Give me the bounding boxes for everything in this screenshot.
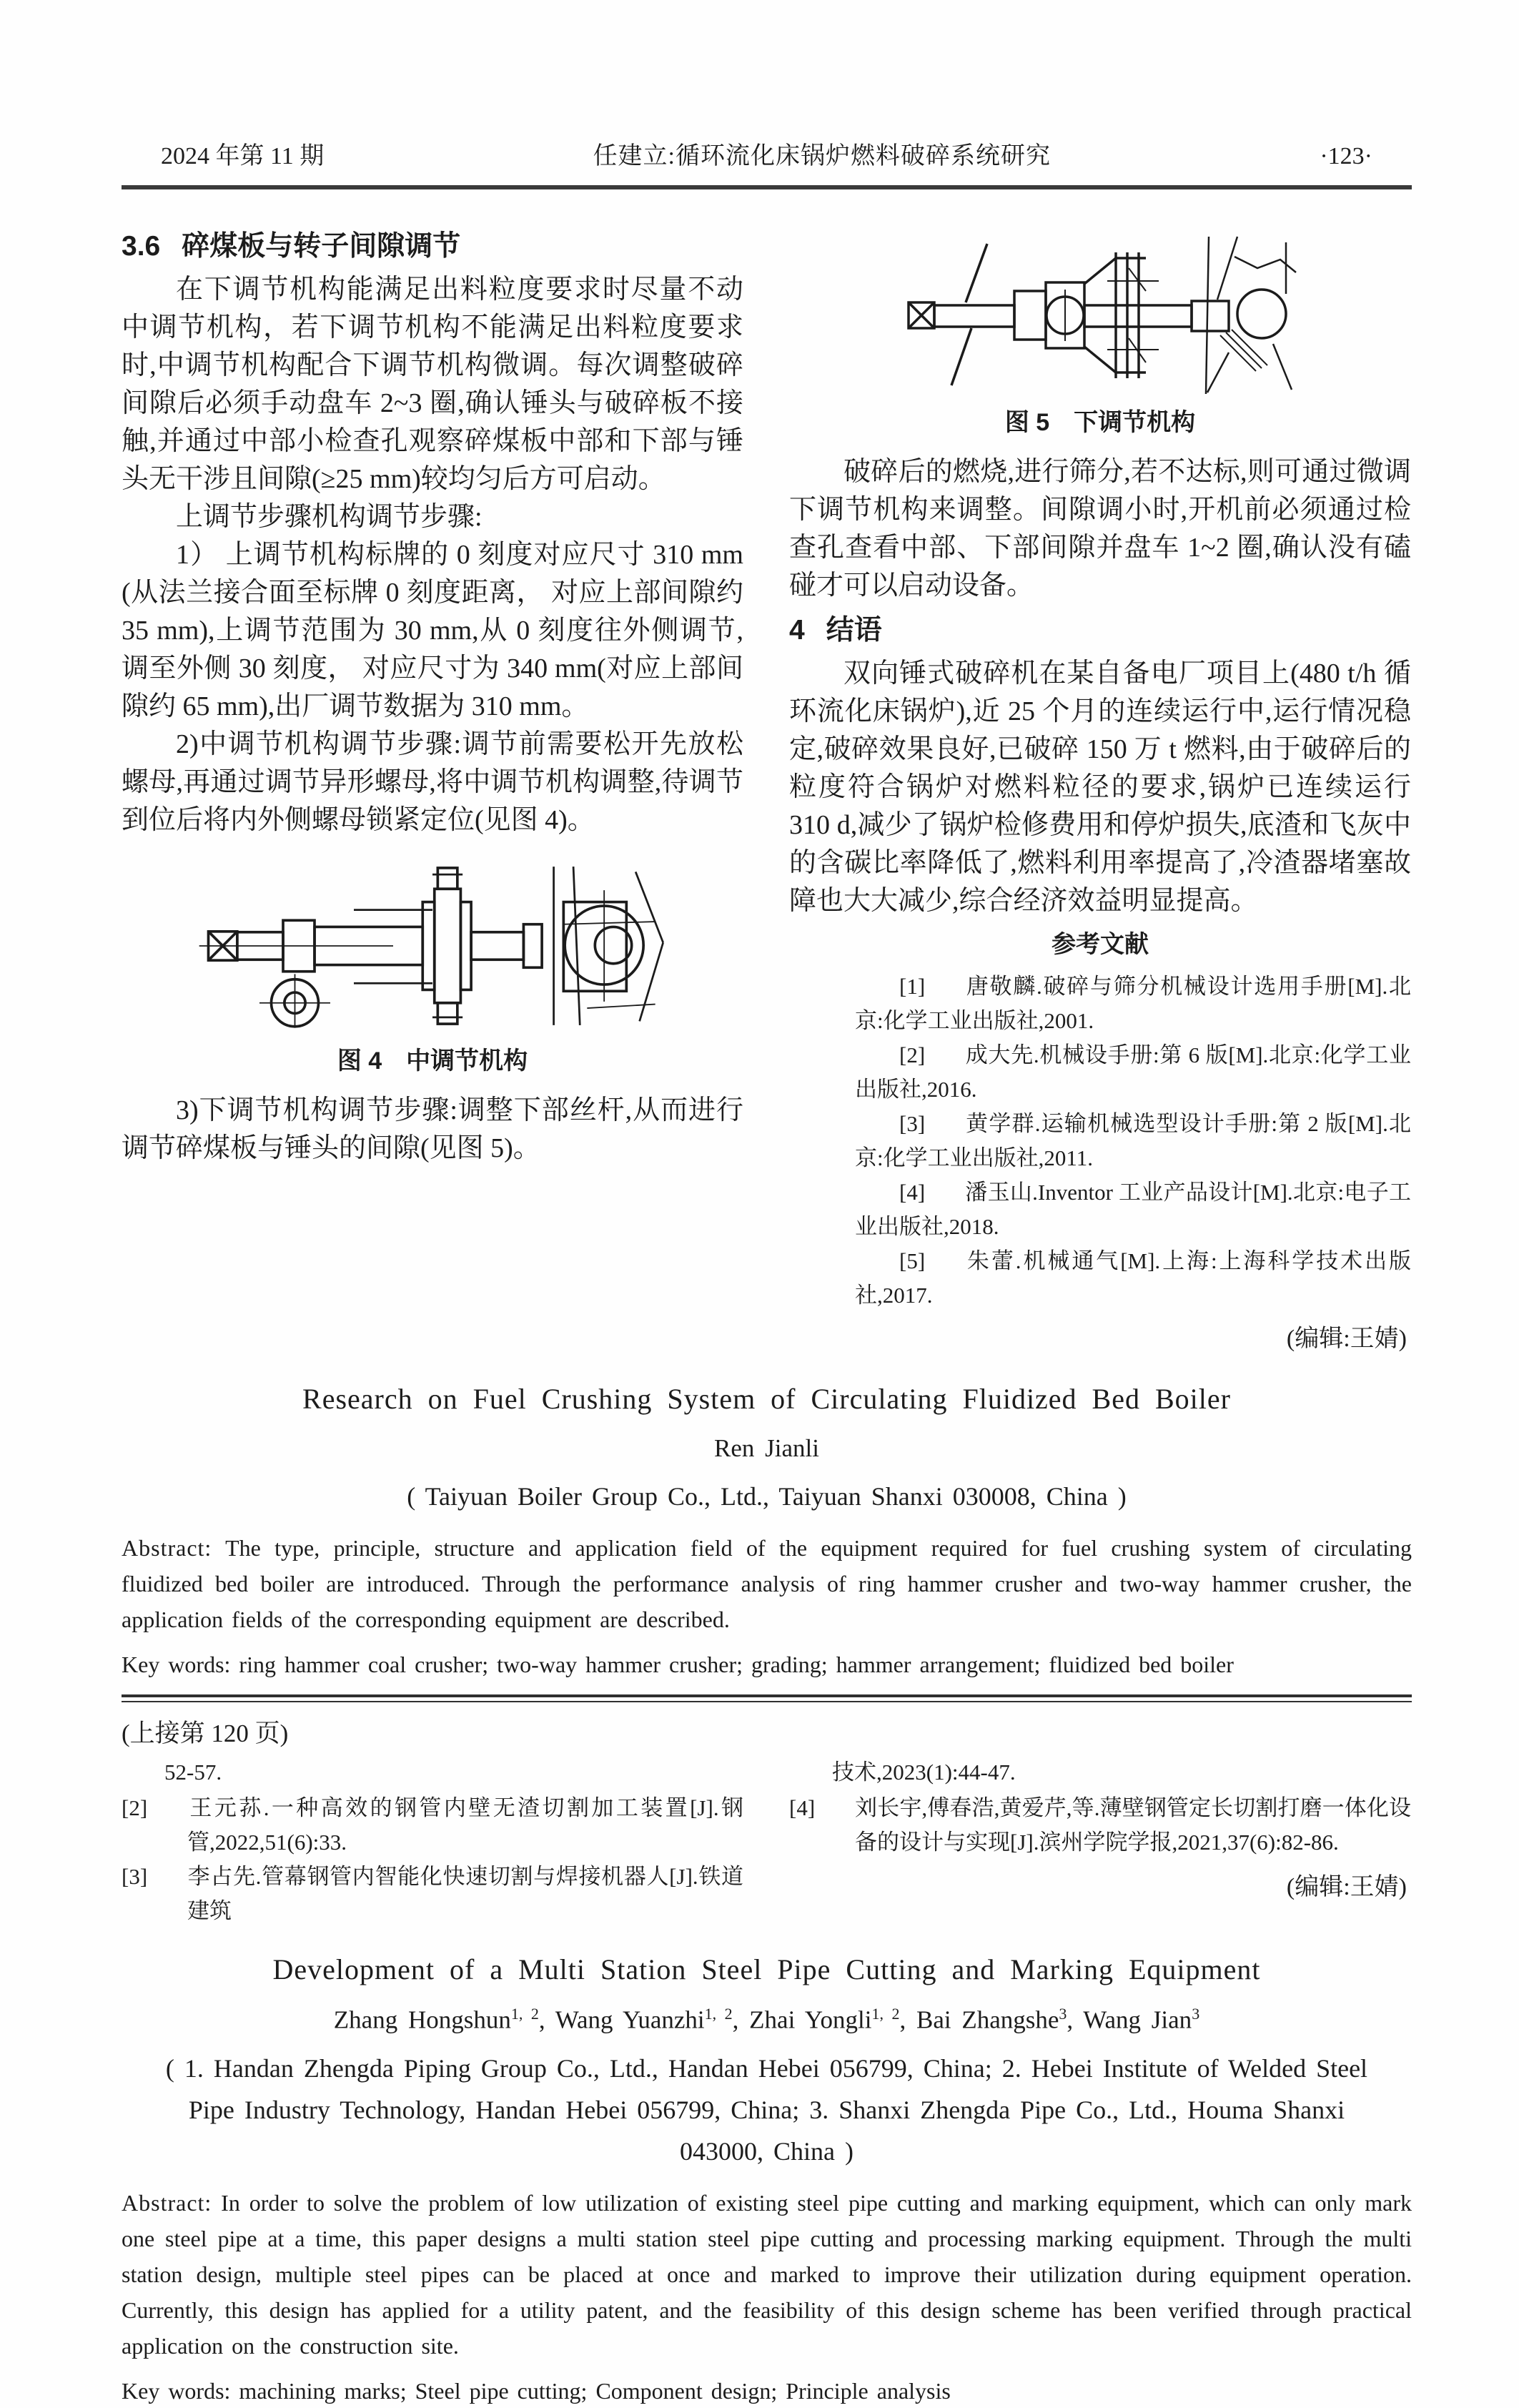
paper1-affiliation: ( Taiyuan Boiler Group Co., Ltd., Taiyuan Shanxi 030008, China ) [407, 1482, 1127, 1511]
reference-text: 潘玉山.Inventor 工业产品设计[M].北京:电子工业出版社,2018. [855, 1180, 1411, 1239]
author-name: Zhai Yongli [749, 2005, 872, 2034]
reference-text: 王元荪.一种高效的钢管内壁无渣切割加工装置[J].钢管,2022,51(6):33. [187, 1795, 743, 1855]
paragraph: 上调节步骤机构调节步骤: [176, 502, 483, 532]
continued-left-column [122, 1755, 743, 1928]
paper2-title: Development of a Multi Station Steel Pipe Cutting and Marking Equipment [272, 1953, 1261, 1985]
paper1-title: Research on Fuel Crushing System of Circulating Fluidized Bed Boiler [302, 1383, 1231, 1415]
editor-note: (编辑:王婧) [1286, 1326, 1407, 1352]
continued-right-column [789, 1755, 1411, 1928]
header-issue: 2024 年第 11 期 [161, 143, 325, 169]
right-column [789, 227, 1411, 1358]
paragraph: 2)中调节机构调节步骤:调节前需要松开先放松螺母,再通过调节异形螺母,将中调节机构调整,待调节到位后将内外侧螺母锁紧定位(见图 4)。 [122, 729, 743, 835]
reference-item [789, 969, 1411, 1038]
author-superscript: 1, 2 [704, 2005, 733, 2023]
section-number: 4 [789, 615, 805, 646]
reference-item [789, 1107, 1411, 1175]
editor-note: (编辑:王婧) [1286, 1874, 1407, 1900]
header-rule [122, 185, 1412, 189]
figure-5 [789, 231, 1411, 442]
section-heading-4 [789, 611, 1411, 651]
reference-text: 黄学群.运输机械选型设计手册:第 2 版[M].北京:化学工业出版社,2011. [855, 1111, 1411, 1170]
reference-tag: [4] [899, 1180, 926, 1205]
figure-4-drawing [197, 857, 668, 1035]
abstract-label: Abstract: [122, 1535, 212, 1561]
abstract-label: Abstract: [122, 2189, 212, 2216]
figure-4-caption: 图 4 中调节机构 [337, 1047, 528, 1075]
paper1-author: Ren Jianli [714, 1434, 819, 1462]
reference-tag: [4] [789, 1795, 816, 1820]
paper2-abstract [122, 2185, 1412, 2364]
section-number: 3.6 [122, 231, 161, 262]
reference-item [789, 1038, 1411, 1107]
reference-tag: [3] [899, 1111, 926, 1136]
author-separator: , [1067, 2005, 1084, 2034]
paper2-english-block [122, 1953, 1412, 2408]
figure-5-drawing [893, 231, 1307, 397]
author-name: Wang Yuanzhi [555, 2005, 705, 2034]
keywords-label: Key words: [122, 2377, 231, 2404]
two-column-body [122, 227, 1412, 1358]
reference-tag: [2] [122, 1795, 148, 1820]
abstract-text: In order to solve the problem of low utilization of existing steel pipe cutting and marking equipment, which can only mark one steel pipe at a time, this paper designs a multi station steel pipe cutting and processing marking equipment. Through the multi station design, multiple steel pipes can be placed at once and marked to improve their utilization during equipment operation. Currently, this design has applied for a utility patent, and the feasibility of this design scheme has been verified through practical application on the construction site. [122, 2189, 1412, 2359]
continued-section [122, 1714, 1412, 1928]
paragraph: 双向锤式破碎机在某自备电厂项目上(480 t/h 循环流化床锅炉),近 25 个月的连续运行中,运行情况稳定,破碎效果良好,已破碎 150 万 t 燃料,由于破碎后的粒度符合锅炉对燃料粒径的要求,锅炉已连续运行 310 d,减少了锅炉检修费用和停炉损失,底渣和飞灰中的含碳比率降低了,燃料利用率提高了,冷渣器堵塞故障也大大减少,综合经济效益明显提高。 [789, 658, 1411, 916]
author-separator: , [732, 2005, 750, 2034]
reference-text: 成大先.机械设手册:第 6 版[M].北京:化学工业出版社,2016. [855, 1042, 1411, 1102]
reference-tag: [2] [899, 1042, 926, 1067]
section-heading-3-6 [122, 227, 743, 267]
reference-item [122, 1791, 743, 1860]
figure-5-caption: 图 5 下调节机构 [1004, 409, 1196, 436]
paper2-affiliation: ( 1. Handan Zhengda Piping Group Co., Ltd., Handan Hebei 056799, China; 2. Hebei Institute of Welded Steel Pipe Industry Technology, Handan Hebei 056799, China; 3. Shanxi Zhengda Pipe Co., Ltd., Houma Shanxi 043000, China ) [165, 2053, 1368, 2166]
keywords-text: machining marks; Steel pipe cutting; Component design; Principle analysis [239, 2377, 951, 2404]
paper2-keywords [122, 2374, 1412, 2408]
reference-text: 李占先.管幕钢管内智能化快速切割与焊接机器人[J].铁道建筑 [187, 1864, 743, 1923]
paragraph: 在下调节机构能满足出料粒度要求时尽量不动中调节机构，若下调节机构不能满足出料粒度要求时,中调节机构配合下调节机构微调。每次调整破碎间隙后必须手动盘车 2~3 圈,确认锤头与破碎板不接触,并通过中部小检查孔观察碎煤板中部和下部与锤头无干涉且间隙(≥25 mm)较均匀后方可启动。 [122, 275, 743, 494]
author-superscript: 3 [1059, 2005, 1067, 2023]
keywords-label: Key words: [122, 1652, 231, 1677]
separator-rule [122, 1694, 1412, 1702]
reference-item [122, 1860, 743, 1928]
author-separator: , [899, 2005, 916, 2034]
author-name: Zhang Hongshun [333, 2005, 511, 2034]
author-superscript: 1, 2 [510, 2005, 539, 2023]
author-name: Wang Jian [1083, 2005, 1192, 2034]
continued-text: 技术,2023(1):44-47. [832, 1760, 1016, 1785]
keywords-text: ring hammer coal crusher; two-way hammer crusher; grading; hammer arrangement; fluidized bed boiler [239, 1652, 1234, 1677]
reference-tag: [5] [899, 1248, 926, 1273]
continued-text: 52-57. [164, 1760, 222, 1785]
author-separator: , [538, 2005, 555, 2034]
reference-text: 朱蕾.机械通气[M].上海:上海科学技术出版社,2017. [855, 1248, 1411, 1308]
paper1-abstract [122, 1530, 1412, 1637]
reference-text: 刘长宇,傅春浩,黄爱芹,等.薄壁钢管定长切割打磨一体化设备的设计与实现[J].滨州学院学报,2021,37(6):82-86. [855, 1795, 1411, 1855]
references-heading: 参考文献 [1052, 931, 1149, 958]
paragraph: 破碎后的燃烧,进行筛分,若不达标,则可通过微调下调节机构来调整。间隙调小时,开机前必须通过检查孔查看中部、下部间隙并盘车 1~2 圈,确认没有磕碰才可以启动设备。 [789, 457, 1411, 601]
reference-item [789, 1244, 1411, 1313]
page-header [122, 136, 1412, 171]
header-page-number: ·123· [1320, 143, 1372, 169]
left-column [122, 227, 743, 1358]
continued-columns [122, 1755, 1412, 1928]
paragraph: 3)下调节机构调节步骤:调整下部丝杆,从而进行调节碎煤板与锤头的间隙(见图 5)。 [122, 1095, 743, 1163]
author-superscript: 1, 2 [871, 2005, 900, 2023]
section-title: 结语 [826, 615, 882, 646]
paper1-keywords [122, 1647, 1412, 1682]
reference-item [789, 1791, 1411, 1860]
author-superscript: 3 [1192, 2005, 1200, 2023]
reference-tag: [1] [899, 974, 926, 999]
reference-tag: [3] [122, 1864, 148, 1889]
continued-note: (上接第 120 页) [122, 1719, 289, 1747]
reference-text: 唐敬麟.破碎与筛分机械设计选用手册[M].北京:化学工业出版社,2001. [855, 974, 1411, 1033]
paragraph: 1） 上调节机构标牌的 0 刻度对应尺寸 310 mm (从法兰接合面至标牌 0 刻度距离， 对应上部间隙约 35 mm),上调节范围为 30 mm,从 0 刻度往外侧调节,调至外侧 30 刻度， 对应尺寸为 340 mm(对应上部间隙约 65 mm),出厂调节数据为 310 mm。 [122, 540, 743, 721]
figure-4 [122, 857, 743, 1080]
reference-item [789, 1175, 1411, 1244]
section-title: 碎煤板与转子间隙调节 [182, 231, 461, 262]
paper2-authors [122, 2005, 1412, 2035]
header-running-title: 任建立:循环流化床锅炉燃料破碎系统研究 [593, 143, 1052, 169]
abstract-text: The type, principle, structure and application field of the equipment required for fuel crushing system of circulating fluidized bed boiler are introduced. Through the performance analysis of ring hammer crusher and two-way hammer crusher, the application fields of the corresponding equipment are described. [122, 1535, 1412, 1632]
author-name: Bai Zhangshe [916, 2005, 1059, 2034]
paper1-english-block [122, 1382, 1412, 1682]
